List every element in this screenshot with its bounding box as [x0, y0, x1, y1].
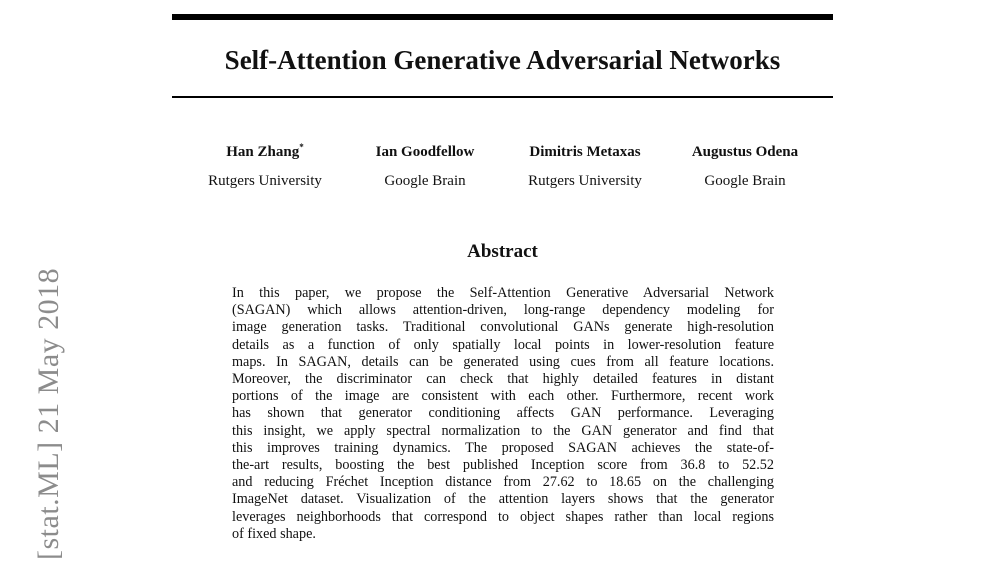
author-block	[185, 142, 825, 191]
author-name: Augustus Odena	[691, 144, 799, 160]
author-affiliation: Rutgers University	[528, 173, 642, 189]
abstract-line: and reducing Fréchet Inception distance from 27.62 to 18.65 on the challenging	[232, 474, 774, 491]
title-bottom-rule	[172, 96, 833, 98]
abstract-line: leverages neighborhoods that correspond to object shapes rather than local regions	[232, 508, 774, 525]
arxiv-side-stamp: [stat.ML] 21 May 2018	[32, 267, 65, 560]
abstract-line: this improves training dynamics. The proposed SAGAN achieves the state-of-	[232, 439, 774, 456]
author-affiliation: Google Brain	[704, 173, 786, 189]
author-name: Han Zhang*	[226, 142, 304, 160]
abstract-line: this insight, we apply spectral normalization to the GAN generator and find that	[232, 422, 774, 439]
abstract-line: ImageNet dataset. Visualization of the attention layers shows that the generator	[232, 491, 774, 508]
abstract-line: Moreover, the discriminator can check that highly detailed features in distant	[232, 371, 774, 388]
abstract-line: has shown that generator conditioning affects GAN performance. Leveraging	[232, 405, 774, 422]
author-name: Dimitris Metaxas	[529, 144, 641, 160]
abstract-heading: Abstract	[467, 241, 538, 262]
author-4	[665, 142, 825, 191]
abstract-body	[232, 285, 774, 543]
title-top-rule	[172, 14, 833, 20]
author-1	[185, 142, 345, 191]
abstract-line: the-art results, boosting the best published Inception score from 36.8 to 52.52	[232, 457, 774, 474]
author-name: Ian Goodfellow	[375, 144, 475, 160]
abstract-line: maps. In SAGAN, details can be generated using cues from all feature locations.	[232, 353, 774, 370]
abstract-line: (SAGAN) which allows attention-driven, long-range dependency modeling for	[232, 302, 774, 319]
abstract-line: In this paper, we propose the Self-Attention Generative Adversarial Network	[232, 285, 774, 301]
author-affiliation: Google Brain	[384, 173, 466, 189]
abstract-line: details as a function of only spatially local points in lower-resolution feature	[232, 336, 774, 353]
abstract-line: portions of the image are consistent with each other. Furthermore, recent work	[232, 388, 774, 405]
abstract-line: of fixed shape.	[232, 525, 316, 542]
author-footnote-mark: *	[299, 142, 304, 152]
author-2	[345, 142, 505, 191]
abstract-line: image generation tasks. Traditional convolutional GANs generate high-resolution	[232, 319, 774, 336]
paper-title: Self-Attention Generative Adversarial Networks	[224, 45, 781, 75]
author-3	[505, 142, 665, 191]
author-affiliation: Rutgers University	[208, 173, 322, 189]
